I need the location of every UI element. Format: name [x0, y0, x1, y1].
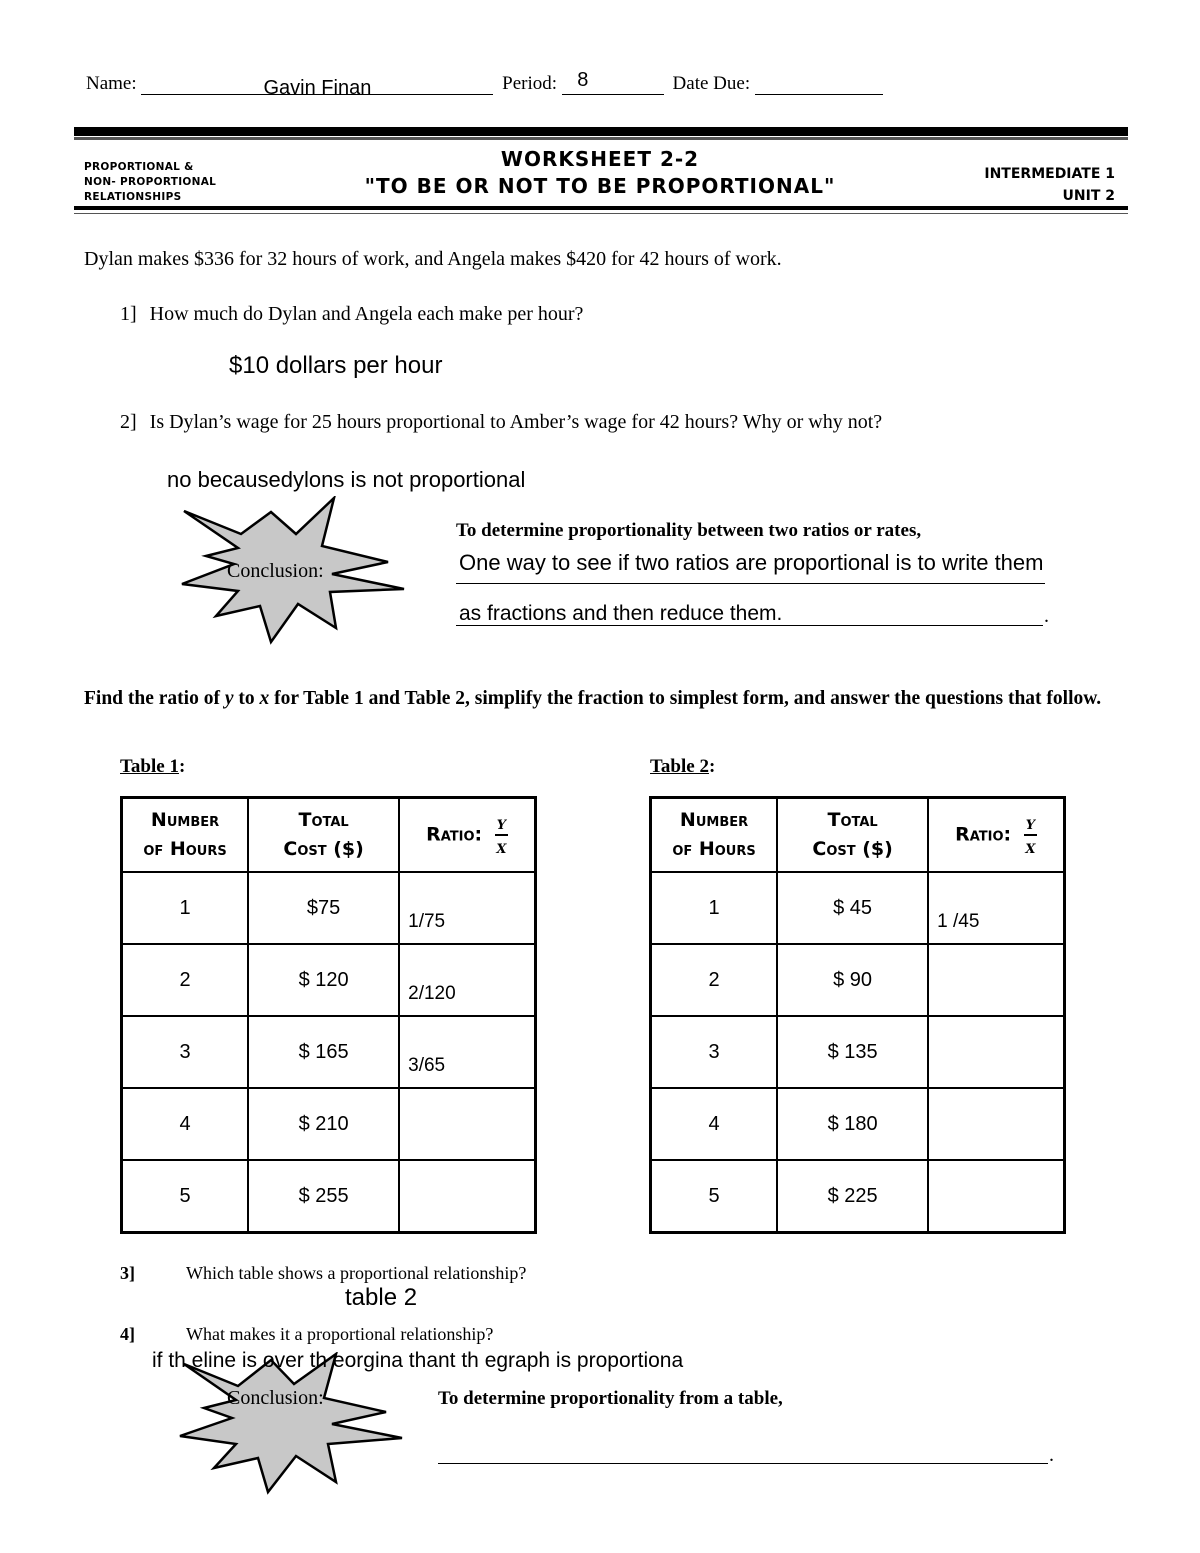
- table-row: [122, 872, 536, 944]
- question-3-number: 3]: [120, 1263, 135, 1283]
- cost-cell: $ 45: [777, 872, 928, 944]
- intro-text: Dylan makes $336 for 32 hours of work, and Angela makes $420 for 42 hours of work.: [84, 248, 782, 270]
- ratio-answer: 3/65: [408, 1055, 446, 1076]
- instructions: [84, 685, 1124, 712]
- table-1-header-hours: Number of Hours: [122, 798, 249, 873]
- table-row: [651, 1016, 1065, 1088]
- table-1-ratio-fraction: [495, 812, 508, 858]
- table-row: [651, 944, 1065, 1016]
- instructions-part-a: Find the ratio of: [84, 688, 225, 709]
- worksheet-number: WORKSHEET 2-2: [500, 147, 700, 171]
- question-4-text: What makes it a proportional relationship?: [186, 1324, 494, 1344]
- table-row: [122, 1016, 536, 1088]
- conclusion-2-end: .: [1049, 1444, 1054, 1466]
- question-4-answer[interactable]: if th eline is over th eorgina thant th egraph is proportiona: [152, 1349, 684, 1372]
- ratio-cell[interactable]: [928, 944, 1064, 1016]
- conclusion-2-label: Conclusion:: [227, 1387, 324, 1409]
- conclusion-2-line: [438, 1463, 1048, 1464]
- table-1-header-row: [122, 798, 536, 873]
- table-2-header-hours: Number of Hours: [651, 798, 778, 873]
- cost-cell: $75: [248, 872, 399, 944]
- banner-topic-line2: NON- PROPORTIONAL: [84, 176, 217, 188]
- banner-top-rule-shadow: [74, 137, 1128, 140]
- course-name: INTERMEDIATE 1: [984, 166, 1115, 182]
- hours-cell: 5: [651, 1160, 778, 1233]
- conclusion-1-line1: [456, 583, 1045, 584]
- question-1-answer[interactable]: $10 dollars per hour: [229, 352, 443, 379]
- hours-cell: 4: [651, 1088, 778, 1160]
- cost-cell: $ 180: [777, 1088, 928, 1160]
- table-2-label: [650, 756, 715, 778]
- ratio-answer: 1 /45: [937, 911, 980, 932]
- name-field[interactable]: [141, 70, 493, 99]
- banner-topic: [84, 160, 216, 205]
- table-2-header-row: [651, 798, 1065, 873]
- unit-name: UNIT 2: [1062, 188, 1115, 204]
- period-value: 8: [577, 69, 589, 91]
- header-line: [86, 69, 883, 99]
- ratio-cell[interactable]: [928, 872, 1064, 944]
- conclusion-2-prompt: To determine proportionality from a table,: [438, 1388, 783, 1409]
- table-row: [122, 944, 536, 1016]
- hours-cell: 3: [122, 1016, 249, 1088]
- table-1-ratio-x: x: [496, 836, 507, 858]
- hours-cell: 2: [651, 944, 778, 1016]
- ratio-cell[interactable]: [399, 1160, 535, 1233]
- table-1-header-cost: Total Cost ($): [248, 798, 399, 873]
- table-1-label: [120, 756, 185, 778]
- name-label: Name:: [86, 73, 137, 94]
- ratio-answer: 2/120: [408, 983, 456, 1004]
- conclusion-1-prompt: To determine proportionality between two ratios or rates,: [456, 520, 922, 541]
- hours-cell: 2: [122, 944, 249, 1016]
- conclusion-1-end: .: [1044, 605, 1049, 627]
- conclusion-1-label: Conclusion:: [227, 560, 324, 582]
- question-3-answer[interactable]: table 2: [345, 1284, 418, 1311]
- question-1: [120, 303, 583, 326]
- worksheet-title: [300, 146, 900, 200]
- conclusion-1-answer-line2[interactable]: as fractions and then reduce them.: [459, 602, 783, 625]
- period-label: Period:: [502, 73, 558, 94]
- question-1-text: How much do Dylan and Angela each make per hour?: [149, 303, 584, 325]
- cost-cell: $ 255: [248, 1160, 399, 1233]
- ratio-answer: 1/75: [408, 911, 446, 932]
- table-1-ratio-y: y: [496, 812, 507, 834]
- table-2-header-ratio: [928, 798, 1064, 873]
- table-2-ratio-x: x: [1025, 836, 1036, 858]
- question-3-text: Which table shows a proportional relationship?: [186, 1263, 527, 1283]
- question-2-number: 2]: [120, 411, 137, 433]
- instructions-part-b: to: [233, 688, 260, 709]
- question-4: [120, 1324, 494, 1345]
- hours-cell: 3: [651, 1016, 778, 1088]
- ratio-cell[interactable]: [928, 1088, 1064, 1160]
- instructions-y: y: [224, 688, 234, 709]
- cost-cell: $ 210: [248, 1088, 399, 1160]
- date-label: Date Due:: [672, 73, 751, 94]
- question-4-number: 4]: [120, 1324, 135, 1344]
- cost-cell: $ 225: [777, 1160, 928, 1233]
- question-2-answer[interactable]: no becausedylons is not proportional: [167, 467, 526, 492]
- table-row: [122, 1160, 536, 1233]
- cost-cell: $ 165: [248, 1016, 399, 1088]
- hours-cell: 5: [122, 1160, 249, 1233]
- table-2-ratio-label: Ratio:: [955, 823, 1012, 846]
- question-3: [120, 1263, 527, 1284]
- instructions-x: x: [259, 688, 270, 709]
- ratio-cell[interactable]: [399, 944, 535, 1016]
- ratio-cell[interactable]: [928, 1016, 1064, 1088]
- question-2: [120, 411, 882, 434]
- table-1-label-colon: :: [178, 756, 186, 777]
- banner-topic-line1: PROPORTIONAL &: [84, 161, 194, 173]
- hours-cell: 1: [651, 872, 778, 944]
- table-2-label-colon: :: [708, 756, 716, 777]
- question-1-number: 1]: [120, 303, 137, 325]
- cost-cell: $ 135: [777, 1016, 928, 1088]
- table-1-ratio-label: Ratio:: [426, 823, 483, 846]
- starburst-icon: [176, 1352, 408, 1497]
- banner-bottom-rule: [74, 206, 1128, 210]
- date-field[interactable]: [755, 70, 883, 95]
- cost-cell: $ 90: [777, 944, 928, 1016]
- table-row: [651, 872, 1065, 944]
- table-2-header-cost: Total Cost ($): [777, 798, 928, 873]
- hours-cell: 1: [122, 872, 249, 944]
- banner-topic-line3: RELATIONSHIPS: [84, 191, 182, 203]
- table-1: [120, 796, 537, 1234]
- ratio-cell[interactable]: [399, 872, 535, 944]
- instructions-part-c: for Table 1 and Table 2, simplify the fraction to simplest form, and answer the questions that follow.: [269, 688, 1102, 709]
- table-2: [649, 796, 1066, 1234]
- table-1-header-ratio: [399, 798, 535, 873]
- table-row: [651, 1160, 1065, 1233]
- banner-top-rule: [74, 127, 1128, 136]
- table-2-ratio-y: y: [1025, 812, 1036, 834]
- worksheet-subtitle: "TO BE OR NOT TO BE PROPORTIONAL": [364, 174, 836, 198]
- ratio-cell[interactable]: [928, 1160, 1064, 1233]
- conclusion-1-answer-line1[interactable]: One way to see if two ratios are proportional is to write them: [459, 550, 1044, 575]
- ratio-cell[interactable]: [399, 1088, 535, 1160]
- table-1-label-text: Table 1: [120, 756, 179, 777]
- course-unit: [984, 163, 1115, 207]
- cost-cell: $ 120: [248, 944, 399, 1016]
- table-row: [651, 1088, 1065, 1160]
- table-2-label-text: Table 2: [650, 756, 709, 777]
- name-value: Gavin Finan: [263, 77, 372, 99]
- banner-bottom-rule-shadow: [74, 213, 1128, 214]
- hours-cell: 4: [122, 1088, 249, 1160]
- table-2-ratio-fraction: [1024, 812, 1037, 858]
- period-field[interactable]: [562, 70, 664, 95]
- ratio-cell[interactable]: [399, 1016, 535, 1088]
- table-row: [122, 1088, 536, 1160]
- question-2-text: Is Dylan’s wage for 25 hours proportional to Amber’s wage for 42 hours? Why or why not?: [149, 411, 883, 433]
